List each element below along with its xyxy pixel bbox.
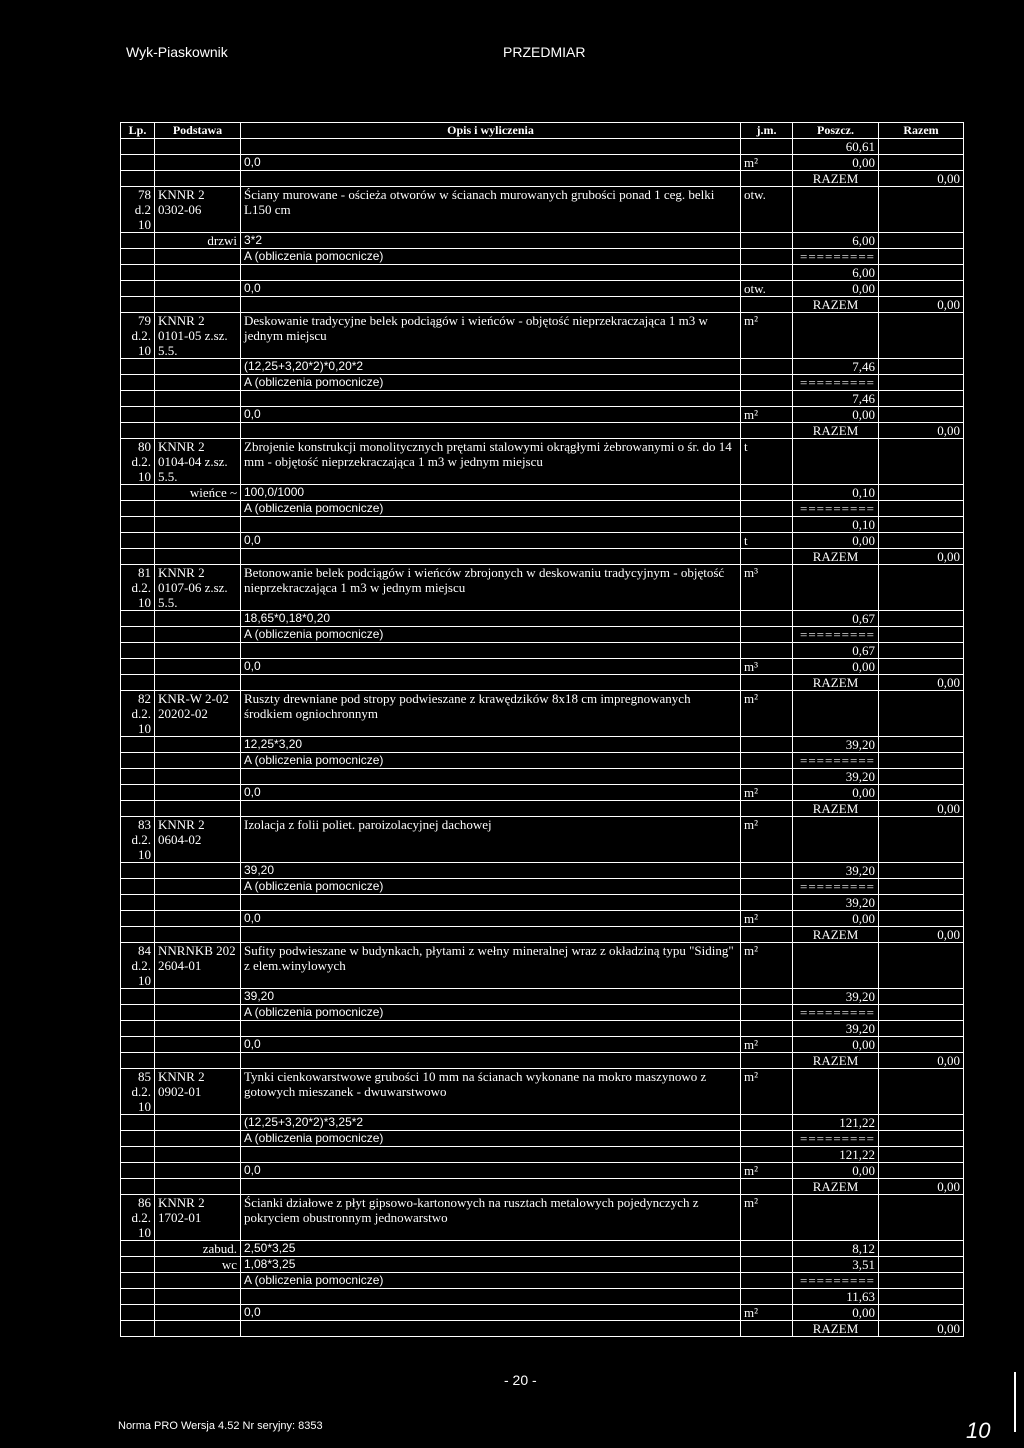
zero-expr: 0,0 <box>241 533 741 549</box>
razem-label: RAZEM <box>793 1053 879 1069</box>
item-code: KNNR 2 <box>158 1195 205 1210</box>
aux-row <box>121 375 964 391</box>
item-code: KNNR 2 <box>158 187 205 202</box>
zero-expr: 0,0 <box>241 1163 741 1179</box>
item-lp-part: d.2. <box>131 706 151 721</box>
sum-row <box>121 1147 964 1163</box>
item-description: Deskowanie tradycyjne belek podciągów i wieńców - objętość nieprzekraczająca 1 m3 w jednym miejscu <box>241 313 741 359</box>
item-lp-part: d.2. <box>131 1084 151 1099</box>
unit: m² <box>741 1163 793 1179</box>
unit: m³ <box>741 659 793 675</box>
calc-value: 0,67 <box>793 611 879 627</box>
razem-label: RAZEM <box>793 801 879 817</box>
unit: m² <box>741 785 793 801</box>
zero-expr: 0,0 <box>241 281 741 297</box>
item-description: Zbrojenie konstrukcji monolitycznych prętami stalowymi okrągłymi żebrowanymi o śr. do 14 mm - objętość nieprzekraczająca 1 m3 w jednym miejscu <box>241 439 741 485</box>
sum-row <box>121 895 964 911</box>
equals-rule: ========= <box>793 627 879 643</box>
calc-side-label <box>155 359 241 375</box>
item-code-cell <box>155 1195 241 1241</box>
item-lp-cell <box>121 439 155 485</box>
item-lp-part: 10 <box>138 1225 151 1240</box>
item-lp-part: 10 <box>138 847 151 862</box>
equals-rule: ========= <box>793 1005 879 1021</box>
przedmiar-table <box>120 122 964 1337</box>
calc-side-label: zabud. <box>155 1241 241 1257</box>
zero-row <box>121 911 964 927</box>
calc-expression: 1,08*3,25 <box>241 1257 741 1273</box>
item-lp-part: d.2. <box>131 580 151 595</box>
item-lp-part: 10 <box>138 469 151 484</box>
aux-row <box>121 627 964 643</box>
sum-row <box>121 1289 964 1305</box>
calc-row <box>121 233 964 249</box>
zero-value: 0,00 <box>793 155 879 171</box>
calc-row <box>121 359 964 375</box>
razem-value: 0,00 <box>879 675 964 691</box>
table-header-row <box>121 123 964 139</box>
item-code: KNNR 2 <box>158 439 205 454</box>
col-podstawa: Podstawa <box>155 123 241 139</box>
aux-label: A (obliczenia pomocnicze) <box>241 627 741 643</box>
item-lp: 84 <box>138 943 151 958</box>
calc-side-label: drzwi <box>155 233 241 249</box>
equals-rule: ========= <box>793 1131 879 1147</box>
item-row <box>121 187 964 233</box>
aux-label: A (obliczenia pomocnicze) <box>241 1005 741 1021</box>
item-code-part: 0302-06 <box>158 202 202 217</box>
calc-expression: 18,65*0,18*0,20 <box>241 611 741 627</box>
item-code-cell <box>155 691 241 737</box>
aux-row <box>121 1131 964 1147</box>
calc-row <box>121 737 964 753</box>
sum-row <box>121 517 964 533</box>
app-title: Wyk-Piaskownik <box>126 44 228 60</box>
zero-value: 0,00 <box>793 533 879 549</box>
col-opis: Opis i wyliczenia <box>241 123 741 139</box>
item-description: Sufity podwieszane w budynkach, płytami z wełny mineralnej wraz z okładziną typu "Siding" z elem.winylowych <box>241 943 741 989</box>
zero-expr: 0,0 <box>241 659 741 675</box>
item-row <box>121 943 964 989</box>
razem-row <box>121 297 964 313</box>
item-lp-part: 10 <box>138 721 151 736</box>
sum-row <box>121 769 964 785</box>
razem-label: RAZEM <box>793 1321 879 1337</box>
item-lp-part: 10 <box>138 343 151 358</box>
calc-value: 8,12 <box>793 1241 879 1257</box>
zero-value: 0,00 <box>793 785 879 801</box>
item-code-part: 0107-06 z.sz. <box>158 580 228 595</box>
edge-line <box>1014 1372 1016 1432</box>
top-carry-row <box>121 139 964 155</box>
aux-row <box>121 1273 964 1289</box>
zero-value: 0,00 <box>793 1305 879 1321</box>
item-lp-part: 10 <box>138 217 151 232</box>
item-description: Tynki cienkowarstwowe grubości 10 mm na ścianach wykonane na mokro maszynowo z gotowych mieszanek - dwuwarstwowo <box>241 1069 741 1115</box>
calc-row <box>121 1241 964 1257</box>
item-code-part: 5.5. <box>158 595 178 610</box>
sum-value: 0,67 <box>793 643 879 659</box>
item-lp: 86 <box>138 1195 151 1210</box>
zero-row <box>121 533 964 549</box>
equals-rule: ========= <box>793 1273 879 1289</box>
razem-value: 0,00 <box>879 549 964 565</box>
aux-row <box>121 249 964 265</box>
calc-side-label: wieńce ~ <box>155 485 241 501</box>
calc-row <box>121 1115 964 1131</box>
aux-row <box>121 501 964 517</box>
item-code: KNNR 2 <box>158 313 205 328</box>
item-code-cell <box>155 187 241 233</box>
razem-label: RAZEM <box>793 423 879 439</box>
item-description: Ruszty drewniane pod stropy podwieszane z krawędzików 8x18 cm impregnowanych środkiem ogniochronnym <box>241 691 741 737</box>
calc-expression: 2,50*3,25 <box>241 1241 741 1257</box>
item-code-part: 0902-01 <box>158 1084 202 1099</box>
item-code-cell <box>155 313 241 359</box>
calc-row <box>121 989 964 1005</box>
razem-value: 0,00 <box>879 171 964 187</box>
item-code-cell <box>155 439 241 485</box>
aux-label: A (obliczenia pomocnicze) <box>241 375 741 391</box>
zero-expr: 0,0 <box>241 1305 741 1321</box>
calc-value: 6,00 <box>793 233 879 249</box>
item-code-part: 5.5. <box>158 469 178 484</box>
item-code-part: 0104-04 z.sz. <box>158 454 228 469</box>
aux-row <box>121 1005 964 1021</box>
calc-expression: 100,0/1000 <box>241 485 741 501</box>
sum-row <box>121 1021 964 1037</box>
col-poszcz: Poszcz. <box>793 123 879 139</box>
item-code-part: 20202-02 <box>158 706 208 721</box>
equals-rule: ========= <box>793 501 879 517</box>
item-lp-part: 10 <box>138 595 151 610</box>
item-lp: 80 <box>138 439 151 454</box>
item-lp: 82 <box>138 691 151 706</box>
razem-label: RAZEM <box>793 171 879 187</box>
sum-value: 39,20 <box>793 1021 879 1037</box>
aux-label: A (obliczenia pomocnicze) <box>241 249 741 265</box>
zero-value: 0,00 <box>793 1037 879 1053</box>
item-code: KNNR 2 <box>158 817 205 832</box>
zero-value: 0,00 <box>793 659 879 675</box>
zero-row <box>121 407 964 423</box>
equals-rule: ========= <box>793 375 879 391</box>
item-unit: m² <box>741 943 793 989</box>
item-lp-cell <box>121 943 155 989</box>
razem-row <box>121 1053 964 1069</box>
item-lp-part: d.2. <box>131 454 151 469</box>
razem-value: 0,00 <box>879 1321 964 1337</box>
item-unit: t <box>741 439 793 485</box>
item-lp-part: d.2 <box>134 202 151 217</box>
item-lp-part: d.2. <box>131 958 151 973</box>
razem-row <box>121 801 964 817</box>
item-code: KNR-W 2-02 <box>158 691 229 706</box>
item-lp: 85 <box>138 1069 151 1084</box>
zero-expr: 0,0 <box>241 1037 741 1053</box>
unit: t <box>741 533 793 549</box>
item-code-part: 1702-01 <box>158 1210 202 1225</box>
zero-value: 0,00 <box>793 911 879 927</box>
razem-row <box>121 549 964 565</box>
calc-value: 3,51 <box>793 1257 879 1273</box>
calc-side-label <box>155 1115 241 1131</box>
razem-value: 0,00 <box>879 1179 964 1195</box>
item-lp-cell <box>121 565 155 611</box>
sum-value: 6,00 <box>793 265 879 281</box>
zero-expr: 0,0 <box>241 911 741 927</box>
razem-label: RAZEM <box>793 675 879 691</box>
calc-row <box>121 1257 964 1273</box>
sum-row <box>121 391 964 407</box>
item-lp-cell <box>121 817 155 863</box>
razem-row <box>121 1179 964 1195</box>
equals-rule: ========= <box>793 249 879 265</box>
razem-row <box>121 423 964 439</box>
item-lp-cell <box>121 1069 155 1115</box>
item-code-part: 0604-02 <box>158 832 202 847</box>
razem-label: RAZEM <box>793 1179 879 1195</box>
item-lp-cell <box>121 1195 155 1241</box>
aux-label: A (obliczenia pomocnicze) <box>241 501 741 517</box>
calc-expression: 12,25*3,20 <box>241 737 741 753</box>
zero-expr: 0,0 <box>241 785 741 801</box>
item-code: KNNR 2 <box>158 565 205 580</box>
zero-value: 0,00 <box>793 407 879 423</box>
calc-expression: 39,20 <box>241 989 741 1005</box>
calc-expression: 3*2 <box>241 233 741 249</box>
item-lp-part: 10 <box>138 973 151 988</box>
razem-row <box>121 1321 964 1337</box>
razem-value: 0,00 <box>879 1053 964 1069</box>
calc-row <box>121 485 964 501</box>
top-zero-row <box>121 155 964 171</box>
calc-value: 7,46 <box>793 359 879 375</box>
item-row <box>121 1069 964 1115</box>
calc-expression: (12,25+3,20*2)*3,25*2 <box>241 1115 741 1131</box>
top-carry-value: 60,61 <box>793 139 879 155</box>
software-note: Norma PRO Wersja 4.52 Nr seryjny: 8353 <box>118 1420 323 1432</box>
item-code-cell <box>155 565 241 611</box>
razem-row <box>121 927 964 943</box>
item-code-part: 2604-01 <box>158 958 202 973</box>
col-razem: Razem <box>879 123 964 139</box>
top-razem-row <box>121 171 964 187</box>
calc-row <box>121 611 964 627</box>
zero-value: 0,00 <box>793 281 879 297</box>
aux-label: A (obliczenia pomocnicze) <box>241 1131 741 1147</box>
item-unit: m² <box>741 1069 793 1115</box>
calc-value: 39,20 <box>793 989 879 1005</box>
item-code-cell <box>155 817 241 863</box>
sum-row <box>121 643 964 659</box>
razem-row <box>121 675 964 691</box>
calc-side-label: wc <box>155 1257 241 1273</box>
aux-row <box>121 753 964 769</box>
item-code-cell <box>155 943 241 989</box>
item-lp-part: d.2. <box>131 832 151 847</box>
unit: m² <box>741 1305 793 1321</box>
item-lp-cell <box>121 313 155 359</box>
item-lp-cell <box>121 187 155 233</box>
item-unit: m² <box>741 1195 793 1241</box>
item-unit: m³ <box>741 565 793 611</box>
item-code: NNRNKB 202 <box>158 943 236 958</box>
calc-expression: 39,20 <box>241 863 741 879</box>
item-unit: m² <box>741 691 793 737</box>
calc-side-label <box>155 737 241 753</box>
sum-value: 0,10 <box>793 517 879 533</box>
calc-value: 39,20 <box>793 863 879 879</box>
calc-value: 39,20 <box>793 737 879 753</box>
unit: m² <box>741 911 793 927</box>
col-jm: j.m. <box>741 123 793 139</box>
calc-side-label <box>155 863 241 879</box>
zero-row <box>121 785 964 801</box>
calc-value: 121,22 <box>793 1115 879 1131</box>
calc-side-label <box>155 989 241 1005</box>
calc-side-label <box>155 611 241 627</box>
aux-label: A (obliczenia pomocnicze) <box>241 879 741 895</box>
item-code-cell <box>155 1069 241 1115</box>
item-code: KNNR 2 <box>158 1069 205 1084</box>
zero-row <box>121 1037 964 1053</box>
item-row <box>121 691 964 737</box>
zero-row <box>121 1163 964 1179</box>
unit: otw. <box>741 281 793 297</box>
item-description: Ścianki działowe z płyt gipsowo-kartonowych na rusztach metalowych pojedynczych z pokryciem obustronnym jednowarstwo <box>241 1195 741 1241</box>
sum-value: 7,46 <box>793 391 879 407</box>
zero-value: 0,00 <box>793 1163 879 1179</box>
sum-value: 39,20 <box>793 769 879 785</box>
zero-row <box>121 281 964 297</box>
item-row <box>121 817 964 863</box>
item-unit: m² <box>741 313 793 359</box>
item-lp-cell <box>121 691 155 737</box>
zero-expr: 0,0 <box>241 155 741 171</box>
page-number: - 20 - <box>504 1372 537 1388</box>
calc-row <box>121 863 964 879</box>
razem-value: 0,00 <box>879 423 964 439</box>
item-code-part: 5.5. <box>158 343 178 358</box>
sum-row <box>121 265 964 281</box>
razem-value: 0,00 <box>879 297 964 313</box>
zero-row <box>121 659 964 675</box>
item-row <box>121 439 964 485</box>
col-lp: Lp. <box>121 123 155 139</box>
aux-label: A (obliczenia pomocnicze) <box>241 753 741 769</box>
sum-value: 11,63 <box>793 1289 879 1305</box>
sum-value: 121,22 <box>793 1147 879 1163</box>
calc-expression: (12,25+3,20*2)*0,20*2 <box>241 359 741 375</box>
calc-value: 0,10 <box>793 485 879 501</box>
item-lp: 83 <box>138 817 151 832</box>
razem-label: RAZEM <box>793 927 879 943</box>
item-unit: m² <box>741 817 793 863</box>
equals-rule: ========= <box>793 753 879 769</box>
razem-value: 0,00 <box>879 801 964 817</box>
item-row <box>121 565 964 611</box>
item-lp: 79 <box>138 313 151 328</box>
equals-rule: ========= <box>793 879 879 895</box>
razem-label: RAZEM <box>793 297 879 313</box>
unit: m² <box>741 407 793 423</box>
item-lp-part: 10 <box>138 1099 151 1114</box>
aux-row <box>121 879 964 895</box>
item-lp: 78 <box>138 187 151 202</box>
item-row <box>121 313 964 359</box>
document-title: PRZEDMIAR <box>503 44 586 60</box>
item-row <box>121 1195 964 1241</box>
item-unit: otw. <box>741 187 793 233</box>
item-code-part: 0101-05 z.sz. <box>158 328 228 343</box>
sum-value: 39,20 <box>793 895 879 911</box>
item-lp-part: d.2. <box>131 1210 151 1225</box>
item-description: Izolacja z folii poliet. paroizolacyjnej dachowej <box>241 817 741 863</box>
item-lp: 81 <box>138 565 151 580</box>
aux-label: A (obliczenia pomocnicze) <box>241 1273 741 1289</box>
razem-value: 0,00 <box>879 927 964 943</box>
handwritten-mark: 10 <box>966 1418 991 1443</box>
item-description: Ściany murowane - ościeża otworów w ścianach murowanych grubości ponad 1 ceg. belki L150 cm <box>241 187 741 233</box>
item-lp-part: d.2. <box>131 328 151 343</box>
zero-expr: 0,0 <box>241 407 741 423</box>
razem-label: RAZEM <box>793 549 879 565</box>
unit: m² <box>741 155 793 171</box>
item-description: Betonowanie belek podciągów i wieńców zbrojonych w deskowaniu tradycyjnym - objętość nieprzekraczająca 1 m3 w jednym miejscu <box>241 565 741 611</box>
zero-row <box>121 1305 964 1321</box>
unit: m² <box>741 1037 793 1053</box>
